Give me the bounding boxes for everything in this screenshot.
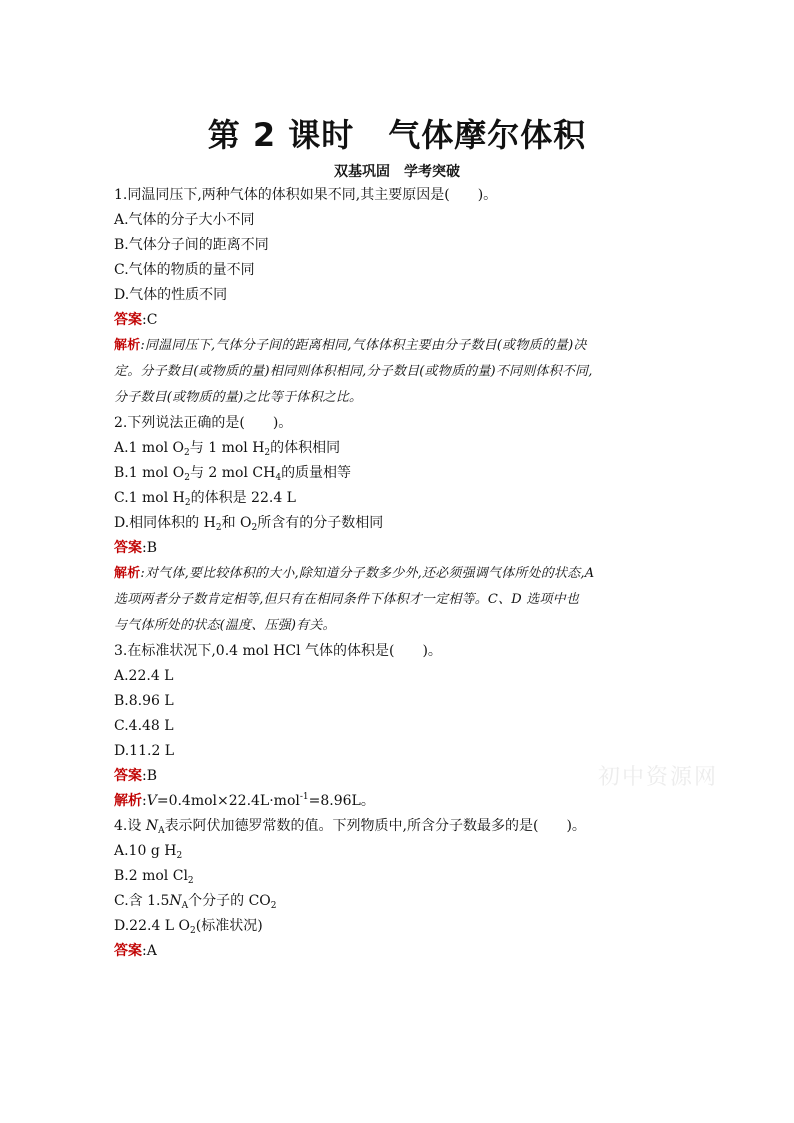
section-subtitle [0, 161, 794, 181]
explain-text: :同温同压下,气体分子间的距离相同,气体体积主要由分子数目(或物质的量)决 [140, 338, 587, 353]
q1-explain-line [114, 333, 694, 359]
q4-answer [114, 939, 694, 964]
q1-explain-line: 定。分子数目(或物质的量)相同则体积相同,分子数目(或物质的量)不同则体积不同, [114, 364, 593, 379]
explain-label: 解析 [114, 566, 141, 581]
q4-option-b: B.2 mol $Cl_2$ [114, 868, 194, 886]
q1-option-c: C.气体的物质的量不同 [114, 262, 255, 278]
q2-explain-line: 选项两者分子数肯定相等,但只有在相同条件下体积才一定相等。C、D 选项中也 [114, 592, 580, 607]
q4-stem: 4.设 $N_A$表示阿伏加德罗常数的值。下列物质中,所含分子数最多的是( )。 [114, 818, 586, 836]
answer-value: :B [142, 540, 158, 556]
page-title [0, 110, 794, 156]
q1-option-a: A.气体的分子大小不同 [114, 212, 255, 228]
title-topic: 气体摩尔体积 [388, 116, 587, 154]
q2-option-b: B.1 mol $O_2$与 2 mol $CH_4$的质量相等 [114, 465, 352, 483]
q2-stem: 2.下列说法正确的是( )。 [114, 415, 293, 431]
questions [114, 183, 694, 964]
subtitle-part1: 双基巩固 [334, 164, 390, 180]
q3-option-c: C.4.48 L [114, 718, 174, 734]
q1-option-d: D.气体的性质不同 [114, 287, 228, 303]
answer-value: :A [142, 943, 157, 959]
q4-option-a: A.10 g $H_2$ [114, 843, 183, 861]
q3-option-b: B.8.96 L [114, 693, 174, 709]
q2-answer [114, 536, 694, 561]
q2-explain-line [114, 561, 694, 587]
q2-option-c: C.1 mol $H_2$的体积是 22.4 L [114, 490, 296, 508]
q3-option-a: A.22.4 L [114, 668, 174, 684]
explain-label: 解析 [114, 793, 142, 809]
q1-explain-line: 分子数目(或物质的量)之比等于体积之比。 [114, 390, 363, 405]
answer-label: 答案 [114, 768, 142, 784]
q3-explain-line: 解析:V=0.4mol×22.4L·mol$^{-1}$=8.96L。 [114, 792, 375, 809]
q2-option-a: A.1 mol $O_2$与 1 mol $H_2$的体积相同 [114, 440, 341, 458]
q4-option-c: C.含 $1.5N_A$个分子的 $CO_2$ [114, 893, 277, 911]
q2-option-d: D.相同体积的 $H_2$和 $O_2$所含有的分子数相同 [114, 515, 384, 533]
q2-explain-line: 与气体所处的状态(温度、压强)有关。 [114, 618, 336, 633]
title-lesson: 第 2 课时 [207, 116, 355, 154]
answer-label: 答案 [114, 540, 142, 556]
answer-value: :C [142, 312, 158, 328]
answer-label: 答案 [114, 943, 142, 959]
answer-value: :B [142, 768, 158, 784]
answer-label: 答案 [114, 312, 142, 328]
q1-option-b: B.气体分子间的距离不同 [114, 237, 269, 253]
explain-label: 解析 [114, 338, 141, 353]
q3-stem: 3.在标准状况下,0.4 mol HCl 气体的体积是( )。 [114, 643, 442, 659]
q3-option-d: D.11.2 L [114, 743, 175, 759]
explain-text: :对气体,要比较体积的大小,除知道分子数多少外,还必须强调气体所处的状态,A [140, 566, 595, 581]
subtitle-part2: 学考突破 [404, 164, 460, 180]
watermark: 初中资源网 [598, 765, 719, 790]
q4-option-d: D.22.4 L $O_2$(标准状况) [114, 918, 263, 936]
q1-answer [114, 308, 694, 333]
q1-stem: 1.同温同压下,两种气体的体积如果不同,其主要原因是( )。 [114, 187, 498, 203]
